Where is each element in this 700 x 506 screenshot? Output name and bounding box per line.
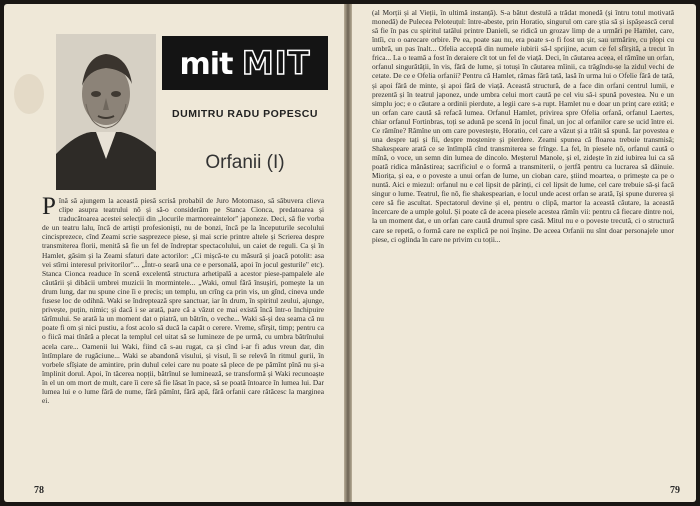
left-body-paragraph: înă să ajungem la această piesă scrisă probabil de Juro Motomaso, să săbuvera clieva clipe asupra teatrului nō și să-o considerăm pe Stanca Cioncа, predatoarea și traducătoarea acestei selecții din „locurile marmoreaintelor" japoneze. Deci, să fie vorba de un teatru lalu, încă de artiști profesioniști, nu de bonzi, încă pe la începuturile secolului cincisprezece, cînd Zeami scrie sașprezece piese, și mai scrie printre altele și Scrierea despre transmiterea florii, menită să fie un fel de îndreptar spectacolului, un caiet de reguli. Ca și în Hamlet, găsim și la Zeami sfaturi date actorilor: „Ci mișcă-te cu măsură și joacă potolit: asa vei stîrni interesul privitorilor"... „Într-o seară una ce e personală, apoi în jocul gesturile" etc). Stanca Cioncа readuce în scenă excelentă structura arhetipală a acestor piese-pampalele ale căutării și dibăcii umbrei muzicii în mormintele... „Waki, omul fără însușiri, pomește la un drum lung, dar nu spune cine îi e precis; un templu, un crîng ca prin vis, un gînd, cineva unde fusese loc de odihnă. Waki se îndreptează spre sanctuar, iar în drum, în spiritul zeului, ajunge, privește, puțin, nimic; și dacă i se arată, pare că a văzut ce mai există încă într-o închipuire tărîmului. Se arată la un moment dat o piatră, un bătrîn, o veche... Waki să-și dea seama că nu poate fi om și nici pustiu, a fost acolo să ducă la capăt o cerere. Vreme, sfîrșit, timp; pentru ca o fiică mai tînără a plecat la templul cel uitat să se lumineze de pe urmă, cu umbra bătrînului acela care... Oamenii lui Waki, fiind că s-au rugat, ca și cînd i-ar fi adus vreun dar, din întîmplare de rugăciune... Waki se abandonă visului, și visul, îi se relevă în ritmul gurii, în vorbele sfîșiate de amintire, prin duhul celei care nu poate să plece de pe pămînt pînă nu și-a împlinit dorul. Apoi, în tăcerea nopții, bătrînul se luminează, se transformă și Waki recunoaște în el un om mort de mult, care îi cere să fie lăsat în pace, să se poată întoarce în lumea lui. Dar lumea lui e o lume fără de nume, fără pămînt, fără apă, fără orfanii care rătăcesc la marginea ei. [42, 196, 324, 406]
drop-cap: P [42, 196, 56, 220]
author-photo [56, 34, 156, 190]
paper-stain [14, 74, 44, 114]
article-title: Orfanii (I) [205, 152, 285, 173]
right-body-text [372, 8, 674, 484]
author-name: DUMITRU RADU POPESCU [172, 108, 318, 120]
left-page [4, 4, 344, 502]
right-page [352, 4, 696, 502]
left-body-text [42, 196, 324, 478]
logo-text [180, 44, 311, 82]
logo-text-upper: MIT [241, 44, 311, 82]
book-gutter [344, 4, 352, 502]
logo-text-lower: mit [179, 47, 233, 82]
left-page-number: 78 [34, 485, 44, 496]
series-logo [162, 36, 328, 90]
right-body-paragraph: (al Morții și al Vieții, în ultimă instanță). S-a bătut destulă a trădat monedă (și întru totul motivată monedă) de Pulecea Peloteuțul: între-abeste, prin Horatio, singurul om care știa să și ispășească cerul să fie în pas cu spiritul tatălui printre Danieli, se ridică un grozav limp de a urmări pe Hamlet, care, întîi, cu o oarecare orbire. Pe ea, poate sau nu, era poate s-o fi fost un șir, sau urmărire, cu plopi cu umbră, un pas înalt... Ofelia acceptă din numele iubirii să-l sprijine, acum ce fel sfîrșită, a trecut în frica... La o teamă a fost în deraiere cît tot un fel de viață. Deci, în căutarea aceea, el rămîne un orfan, orfanul singurătății, în vis, fără de lume, și totuși în căutarea mîinii, ca trăgîndu-se la zidul vechi de cetate. De ce e Ofelia orfanii? Pentru că Hamlet, rămas fără tată, lasă în urma lui o Ofelie fără de tată, și apoi fără de minte, și apoi fără de viață. Această structură, de a face din orfani centrul lumii, e prezentă și în teatrul japonez, unde umbra celui mort caută pe cel viu să-i spună povestea. Nu e un simplu joc; e o căutare a ordinii pierdute, a legii care s-a rupt. Hamlet nu e doar un prinț care ezită; e un orfan care caută să refacă lumea. Orfanul Hamlet, privirea spre Ofelia orfană, orfanul Laertes, chiar orfanul Fortinbras, toți se adună pe scenă în jocul final, un joc al orfanilor care se ucid între ei. Ce rămîne? Rămîne un om care povestește, Horatio, cel care a văzut și a trăit să spună. Iar povestea e una despre tați și fii, despre moștenire și pierdere. Zeami spunea că floarea trebuie transmisă; Shakespeare arată ce se întîmplă cînd transmiterea se frînge. La fel, în piesele nō, orfanul caută o mînă, o voce, un semn din lumea de dincolo. Meșterul Manole, și el, zidește în zid iubirea lui ca să poată ridica mănăstirea; sacrificiul e o formă a transmiterii, o jertfă pentru ca lucrarea să dăinuie. Miorița, și ea, e o poveste a unui orfan de lume, un cioban care, știind moartea, o primește ca pe o nuntă. Aici e miezul: orfanul nu e cel lipsit de părinți, ci cel lipsit de lume, cel care trebuie să-și facă singur o lume. Teatrul, fie nō, fie shakespearian, e locul unde acest orfan se arată, își spune durerea și cere să fie ascultat. Spectatorul devine și el, pentru o clipă, martor la această căutare, la această încercare de a umple golul. Și poate că de aceea piesele acestea rămîn vii: pentru că fiecare dintre noi, la un moment dat, e un orfan care caută drumul spre casă. Mitul nu e o poveste trecută, ci o structură care se repetă, o formă care ne explică pe noi înșine. De aceea Orfanii nu sînt doar personajele unor piese, ci oglinda în care ne privim cu toții... [372, 8, 674, 244]
right-page-number: 79 [670, 485, 680, 496]
author-portrait-image [56, 34, 156, 190]
